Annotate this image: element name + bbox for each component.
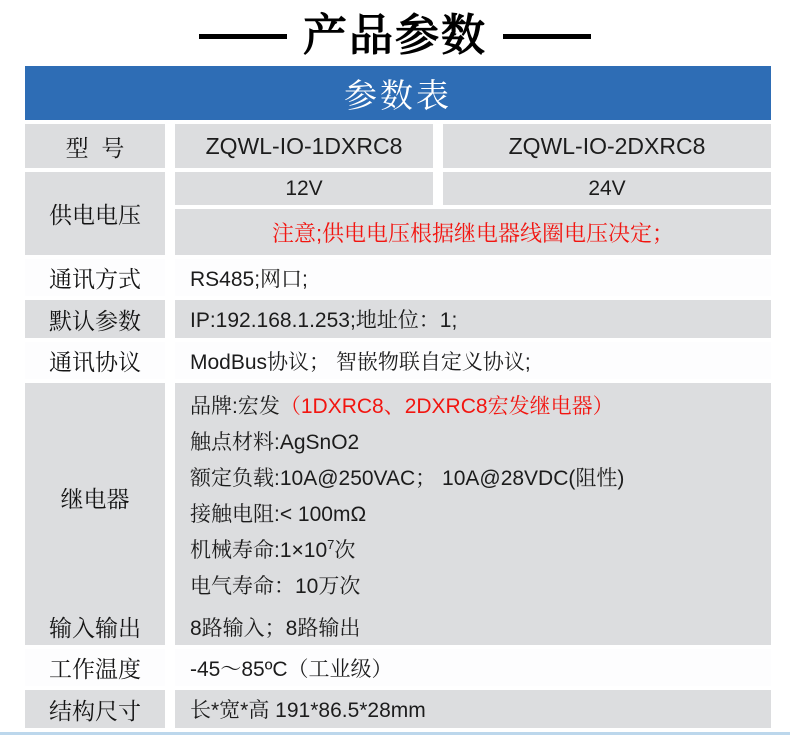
relay-line-rated-load: 额定负载:10A@250VAC； 10A@28VDC(阻性) [190,467,625,490]
temperature-value: -45～85ºC（工业级） [175,649,771,686]
relay-line-contact-resistance: 接触电阻:< 100mΩ [190,503,367,526]
page-title: 产品参数 [303,11,487,60]
bottom-accent-line [0,732,790,735]
table-header-title: 参数表 [344,76,452,114]
temperature-label: 工作温度 [25,649,165,686]
table-row-default-params [25,300,771,338]
relay-brand-black: 品牌:宏发 [190,395,280,418]
mech-life-unit: 次 [334,539,356,562]
table-row-power-voltage [25,172,771,255]
table-row-io [25,608,771,645]
page-title-row [0,0,790,64]
table-row-relay [25,383,771,604]
power-cell-12v: 12V [175,172,433,205]
io-value: 8路输入；8路输出 [175,608,771,645]
comm-method-label: 通讯方式 [25,259,165,296]
dimensions-value: 长*宽*高 191*86.5*28mm [175,690,771,728]
io-label: 输入输出 [25,608,165,645]
relay-line-elec-life: 电气寿命：10万次 [190,575,361,598]
relay-brand-red: （1DXRC8、2DXRC8宏发继电器） [279,395,614,418]
table-row-protocol [25,342,771,379]
protocol-label: 通讯协议 [25,342,165,379]
power-row-label: 供电电压 [25,172,165,255]
table-row-model [25,124,771,168]
default-params-value: IP:192.168.1.253;地址位：1; [175,300,771,338]
protocol-value: ModBus协议； 智嵌物联自定义协议; [175,342,771,379]
mech-life-base: 机械寿命:1×10 [190,539,328,562]
comm-method-value: RS485;网口; [175,259,771,296]
table-row-comm-method [25,259,771,296]
model-cell-1: ZQWL-IO-1DXRC8 [175,124,433,168]
relay-label: 继电器 [25,383,165,611]
power-cell-24v: 24V [443,172,771,205]
power-note-text: 注意;供电电压根据继电器线圈电压决定； [271,220,675,246]
default-params-label: 默认参数 [25,300,165,338]
model-cell-2: ZQWL-IO-2DXRC8 [443,124,771,168]
title-dash-right-icon [503,34,591,39]
table-row-dimensions [25,690,771,728]
mech-life-exponent: 7 [327,537,335,552]
model-row-label: 型 号 [25,124,165,168]
table-row-temperature [25,649,771,686]
dimensions-label: 结构尺寸 [25,690,165,728]
title-dash-left-icon [199,34,287,39]
relay-line-brand [190,389,771,425]
power-note-cell [175,209,771,255]
relay-line-mech-life [190,533,771,569]
relay-value-cell [175,383,771,611]
table-header-bar [25,66,771,120]
relay-line-contact-material: 触点材料:AgSnO2 [190,431,360,454]
parameter-table [25,66,771,728]
